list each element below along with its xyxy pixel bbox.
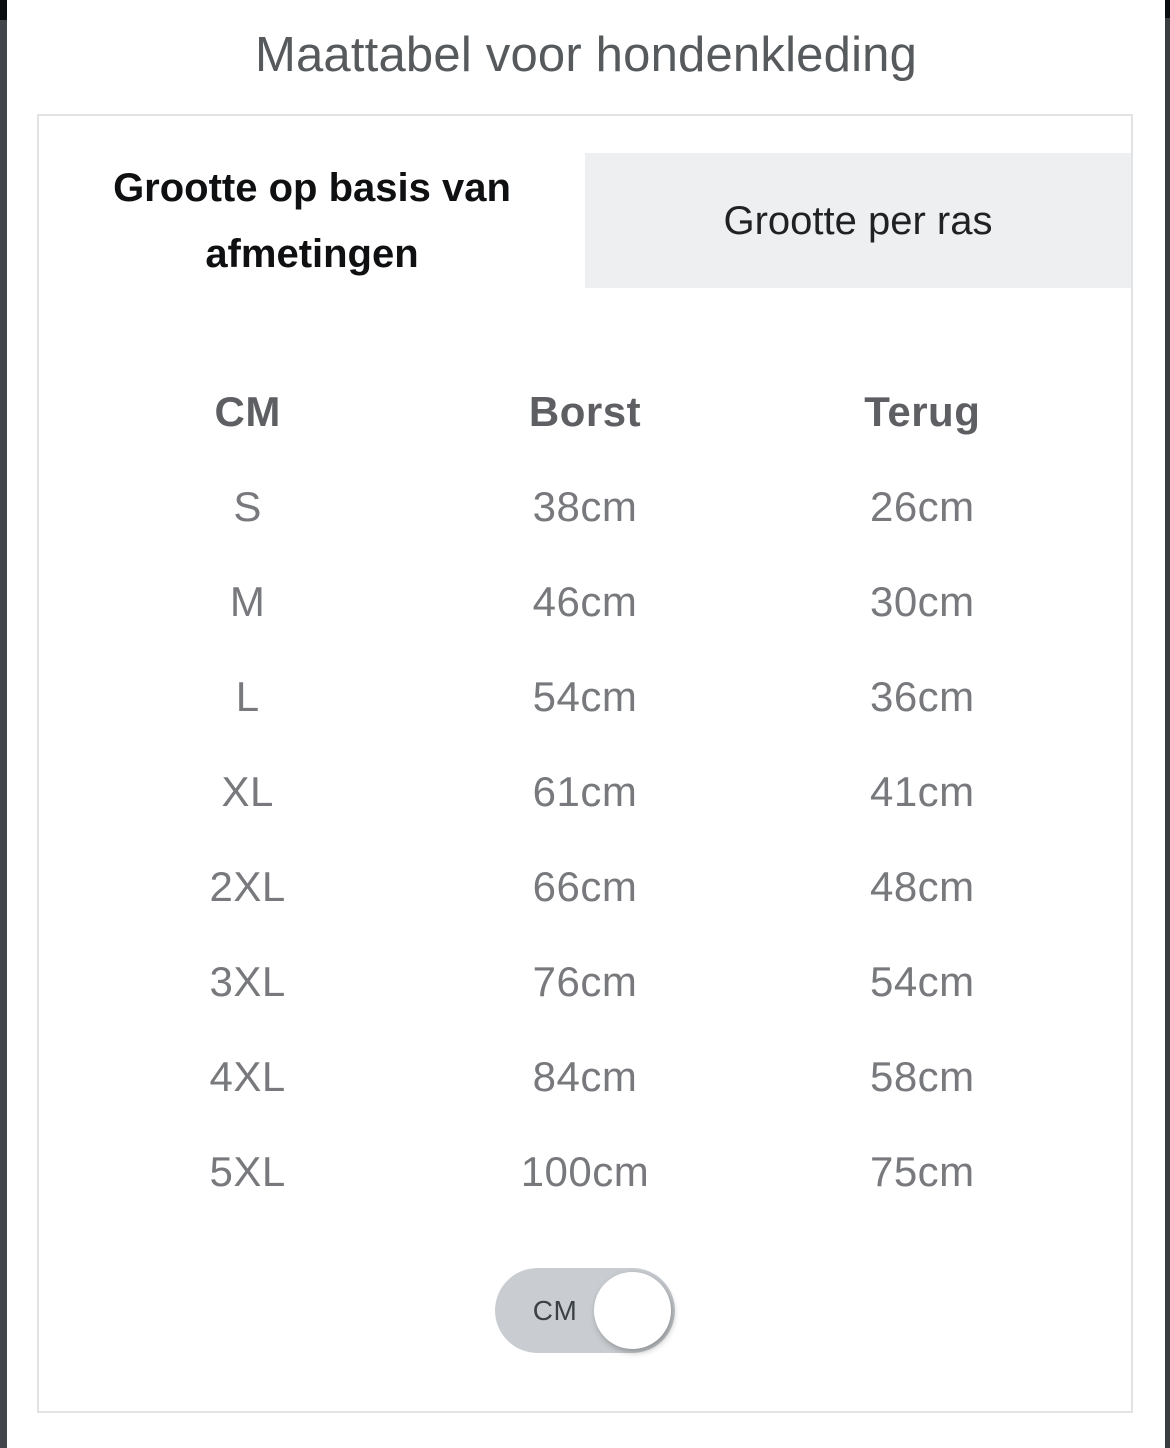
- size-label: 3XL: [209, 957, 286, 1005]
- back-value: 41cm: [869, 767, 975, 815]
- back-value: 54cm: [869, 957, 975, 1005]
- chest-value: 66cm: [532, 862, 638, 910]
- page-edge-left: [0, 0, 7, 1448]
- size-table: [79, 364, 1091, 1219]
- size-label: 4XL: [209, 1052, 286, 1100]
- table-header-cm: CM: [214, 387, 281, 435]
- dialog-header: [7, 0, 1165, 110]
- unit-toggle-label: CM: [532, 1294, 578, 1326]
- size-label: L: [235, 672, 260, 720]
- size-label: M: [229, 577, 266, 625]
- back-value: 30cm: [869, 577, 975, 625]
- unit-toggle-knob[interactable]: [594, 1272, 671, 1349]
- chest-value: 46cm: [532, 577, 638, 625]
- chest-value: 84cm: [532, 1052, 638, 1100]
- tab-bar: [39, 153, 1131, 288]
- tab-size-by-measurements[interactable]: [39, 153, 585, 288]
- back-value: 58cm: [869, 1052, 975, 1100]
- table-header-borst: Borst: [528, 387, 642, 435]
- chest-value: 54cm: [532, 672, 638, 720]
- page-edge-left-cap: [0, 0, 7, 20]
- back-value: 36cm: [869, 672, 975, 720]
- tab-size-by-measurements-label: Grootte op basis van afmetingen: [113, 165, 511, 276]
- unit-toggle[interactable]: [495, 1268, 675, 1353]
- chest-value: 76cm: [532, 957, 638, 1005]
- size-label: S: [233, 482, 262, 530]
- tab-size-by-breed[interactable]: [585, 153, 1131, 288]
- back-value: 75cm: [869, 1147, 975, 1195]
- back-value: 26cm: [869, 482, 975, 530]
- page-edge-right-cap: [1165, 0, 1170, 18]
- tab-size-by-breed-label: Grootte per ras: [723, 198, 993, 243]
- size-label: XL: [221, 767, 274, 815]
- chest-value: 38cm: [532, 482, 638, 530]
- chest-value: 100cm: [520, 1147, 650, 1195]
- page-title: Maattabel voor hondenkleding: [254, 28, 918, 82]
- size-label: 2XL: [209, 862, 286, 910]
- back-value: 48cm: [869, 862, 975, 910]
- table-header-terug: Terug: [864, 387, 981, 435]
- size-label: 5XL: [209, 1147, 286, 1195]
- page-edge-right: [1165, 0, 1170, 1448]
- size-chart-panel: [37, 114, 1133, 1413]
- chest-value: 61cm: [532, 767, 638, 815]
